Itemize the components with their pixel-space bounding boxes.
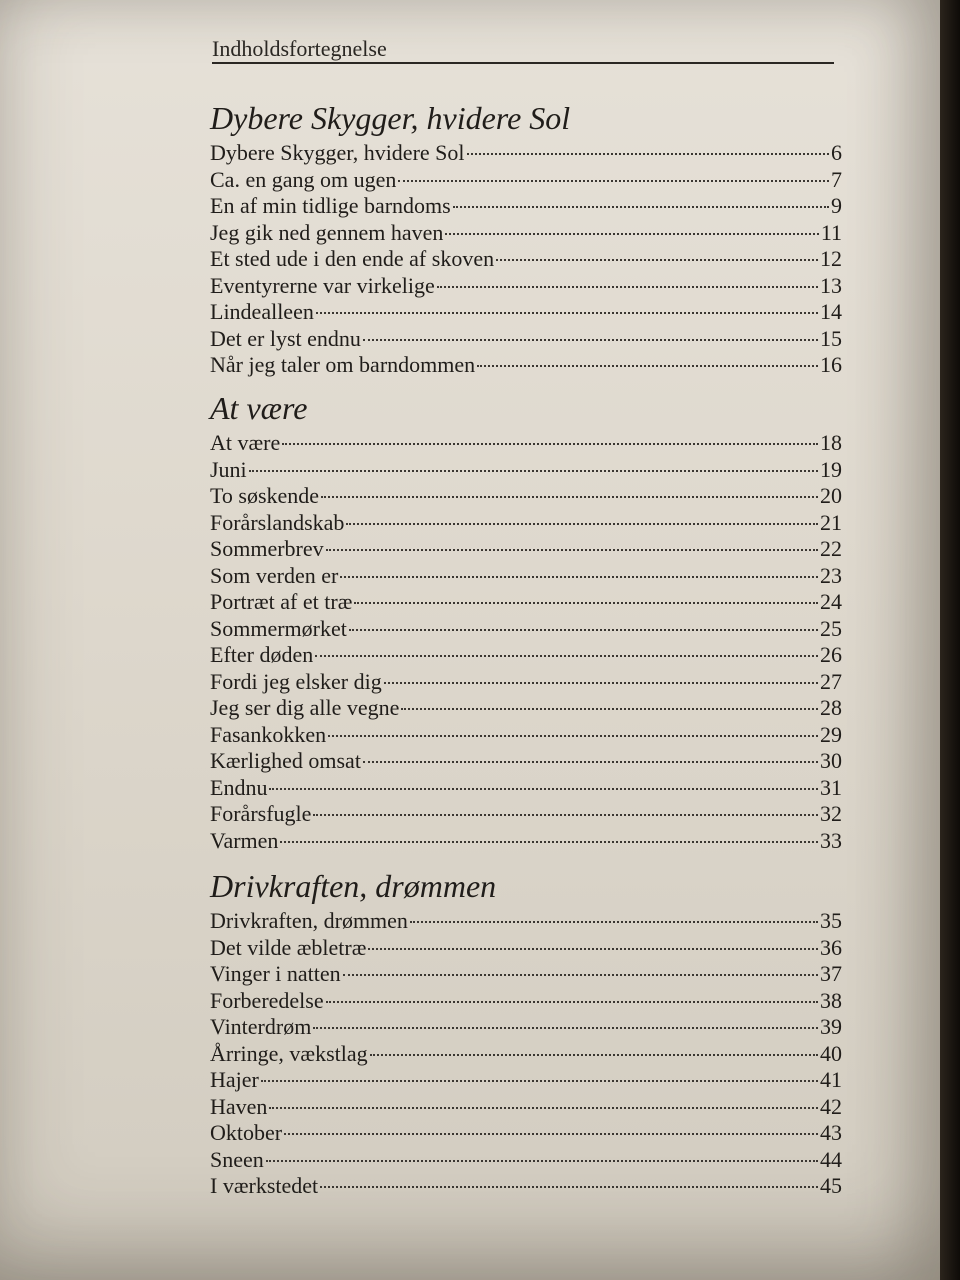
toc-entry-title: Ca. en gang om ugen [210,166,397,192]
toc-entry-page-number: 23 [820,562,842,588]
dot-leader [346,523,818,525]
toc-entry-title: Sneen [210,1146,264,1172]
toc-entry-page-number: 20 [820,483,842,508]
toc-entry [210,193,842,220]
toc-entry-title: Årringe, vækstlag [210,1040,368,1066]
toc-entry-title: Sommermørket [210,615,347,641]
dot-leader [477,365,818,367]
toc-entry-page-number: 9 [831,193,842,218]
dot-leader [313,1027,818,1029]
dot-leader [343,974,818,976]
toc-entry-title: At være [210,430,281,455]
toc-entry-title: Sommerbrev [210,536,324,561]
dot-leader [316,312,818,314]
toc-entry-page-number: 7 [831,166,842,192]
toc-entry [210,1173,842,1200]
dot-leader [326,549,818,551]
toc-entry-page-number: 11 [820,219,842,245]
toc-entry-page-number: 30 [820,748,842,773]
toc-entry-title: Jeg gik ned gennem haven [210,219,444,245]
toc-entry-title: Dybere Skygger, hvidere Sol [210,140,465,165]
dot-leader [354,602,818,604]
page-edge-shadow [940,0,960,1280]
toc-entry [210,748,842,775]
dot-leader [280,841,818,843]
toc-entry [210,140,842,167]
toc-section [210,868,842,1200]
toc-entry [210,483,842,510]
dot-leader [315,655,818,657]
dot-leader [384,682,818,684]
dot-leader [437,286,818,288]
toc-entry [210,1120,842,1147]
section-title: Dybere Skygger, hvidere Sol [210,100,571,136]
toc-entry [210,935,842,962]
dot-leader [326,1001,818,1003]
toc-entry-page-number: 29 [820,721,842,747]
toc-entry-page-number: 12 [820,246,842,271]
dot-leader [453,206,829,208]
toc-entry-title: Portræt af et træ [210,589,353,614]
toc-entry-list [210,908,842,1200]
dot-leader [284,1133,818,1135]
toc-entry-title: Eventyrerne var virkelige [210,272,435,298]
toc-entry [210,1094,842,1121]
toc-section [210,100,842,379]
toc-entry-title: Jeg ser dig alle vegne [210,695,400,720]
toc-entry-title: Forberedelse [210,987,324,1013]
toc-entry-page-number: 18 [820,430,842,455]
toc-section [210,390,842,854]
toc-entry [210,1041,842,1068]
toc-entry [210,430,842,457]
dot-leader [269,788,818,790]
toc-entry-title: To søskende [210,483,320,508]
toc-entry [210,1014,842,1041]
toc-entry-page-number: 38 [820,987,842,1013]
toc-entry [210,775,842,802]
toc-entry-title: Juni [210,456,247,482]
toc-entry [210,589,842,616]
toc-entry [210,1147,842,1174]
dot-leader [328,735,818,737]
dot-leader [363,761,818,763]
toc-entry-title: Det vilde æbletræ [210,934,367,960]
dot-leader [467,153,829,155]
toc-entry-page-number: 40 [820,1040,842,1066]
toc-entry-list [210,430,842,854]
toc-entry [210,299,842,326]
toc-entry-title: Vinger i natten [210,961,341,986]
toc-entry [210,722,842,749]
toc-entry [210,326,842,353]
toc-entry [210,536,842,563]
running-head: Indholdsfortegnelse [212,36,834,64]
toc-entry-title: Oktober [210,1120,283,1145]
toc-entry-title: Vinterdrøm [210,1014,312,1039]
dot-leader [282,443,818,445]
toc-entry-title: Som verden er [210,562,339,588]
toc-entry-page-number: 42 [820,1093,842,1119]
toc-entry-page-number: 36 [820,934,842,960]
toc-entry [210,220,842,247]
toc-entry-title: Forårsfugle [210,801,312,826]
toc-entry [210,1067,842,1094]
toc-entry-page-number: 19 [820,456,842,482]
toc-entry [210,801,842,828]
toc-entry-page-number: 39 [820,1014,842,1039]
dot-leader [249,470,818,472]
dot-leader [445,233,818,235]
dot-leader [398,180,829,182]
toc-entry [210,457,842,484]
dot-leader [320,1186,818,1188]
dot-leader [269,1107,818,1109]
toc-entry [210,961,842,988]
toc-entry [210,563,842,590]
toc-entry-title: Forårslandskab [210,509,345,535]
toc-entry-page-number: 44 [820,1146,842,1172]
dot-leader [349,629,818,631]
toc-entry [210,988,842,1015]
dot-leader [410,921,818,923]
toc-entry-page-number: 22 [820,536,842,561]
dot-leader [401,708,818,710]
toc-entry-title: Endnu [210,774,268,800]
toc-entry-page-number: 27 [820,668,842,694]
toc-entry-page-number: 6 [831,140,842,165]
toc-entry [210,669,842,696]
toc-entry-list [210,140,842,379]
toc-entry-page-number: 31 [820,774,842,800]
toc-entry-page-number: 33 [820,827,842,853]
dot-leader [370,1054,818,1056]
toc-entry-page-number: 13 [820,272,842,298]
toc-entry [210,273,842,300]
toc-entry-title: Efter døden [210,642,314,667]
toc-entry-page-number: 26 [820,642,842,667]
toc-entry-page-number: 16 [820,352,842,377]
toc-entry [210,510,842,537]
toc-entry-page-number: 37 [820,961,842,986]
toc-entry-title: I værkstedet [210,1173,319,1198]
dot-leader [313,814,818,816]
dot-leader [321,496,818,498]
toc-entry-page-number: 41 [820,1067,842,1092]
toc-entry [210,246,842,273]
toc-entry [210,167,842,194]
toc-entry-title: Varmen [210,827,279,853]
toc-entry-title: En af min tidlige barndoms [210,193,451,218]
toc-entry-page-number: 28 [820,695,842,720]
toc-entry-page-number: 24 [820,589,842,614]
toc-entry [210,908,842,935]
dot-leader [261,1080,818,1082]
toc-entry-title: Det er lyst endnu [210,325,361,351]
toc-entry-title: Lindealleen [210,299,314,324]
toc-entry-title: Haven [210,1093,268,1119]
toc-entry-page-number: 43 [820,1120,842,1145]
dot-leader [496,259,818,261]
toc-entry [210,695,842,722]
toc-entry-page-number: 14 [820,299,842,324]
toc-entry-title: Et sted ude i den ende af skoven [210,246,495,271]
toc-entry-title: Fordi jeg elsker dig [210,668,382,694]
toc-entry-title: Fasankokken [210,721,327,747]
toc-entry-title: Når jeg taler om barndommen [210,352,476,377]
section-title: At være [210,390,308,426]
toc-entry-page-number: 32 [820,801,842,826]
dot-leader [368,948,818,950]
section-title: Drivkraften, drømmen [210,868,497,904]
toc-entry [210,616,842,643]
dot-leader [363,339,818,341]
toc-entry-title: Drivkraften, drømmen [210,908,408,933]
toc-entry-page-number: 21 [820,509,842,535]
toc-entry [210,828,842,855]
toc-entry-page-number: 25 [820,615,842,641]
toc-entry-title: Hajer [210,1067,259,1092]
toc-entry-page-number: 15 [820,325,842,351]
toc-entry-page-number: 45 [820,1173,842,1198]
dot-leader [340,576,818,578]
toc-entry [210,642,842,669]
toc-entry-title: Kærlighed omsat [210,748,361,773]
toc-entry [210,352,842,379]
toc-entry-page-number: 35 [820,908,842,933]
dot-leader [266,1160,818,1162]
